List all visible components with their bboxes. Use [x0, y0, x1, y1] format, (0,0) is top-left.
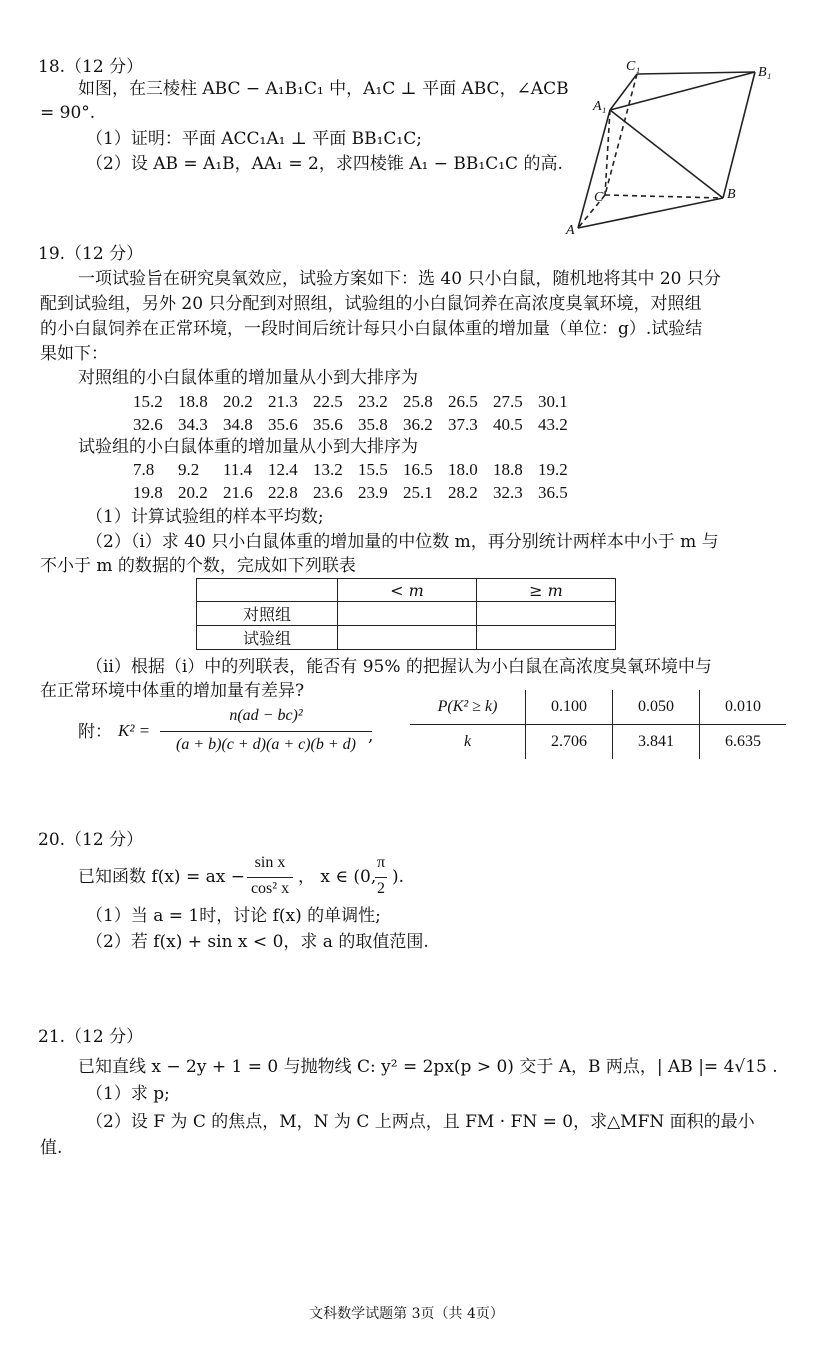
- q20-frac-bar: [247, 877, 293, 878]
- k-val-label: k: [410, 725, 526, 760]
- q20-line1-c: ).: [392, 867, 405, 887]
- cell-test-lt: [338, 626, 477, 650]
- k-head-0050: 0.050: [613, 690, 700, 725]
- q20-frac-num: sin x: [254, 854, 286, 871]
- formula-comma: ,: [368, 726, 374, 746]
- control-row-1: 15.2 18.8 20.2 21.3 22.5 23.2 25.8 26.5 27.5 30.1: [133, 392, 568, 411]
- label-c1: C₁: [626, 59, 641, 74]
- control-caption: 对照组的小白鼠体重的增加量从小到大排序为: [78, 368, 418, 388]
- k-val-3841: 3.841: [613, 725, 700, 760]
- contingency-table: [196, 578, 616, 650]
- cell-control-ge: [477, 602, 616, 626]
- label-a1: A₁: [593, 99, 607, 114]
- q21-heading: 21.（12 分）: [38, 1027, 144, 1047]
- q20-line1-a: 已知函数 f(x) = ax −: [78, 867, 245, 887]
- q20-part1: （1）当 a = 1时，讨论 f(x) 的单调性;: [86, 906, 381, 926]
- formula-lhs: K² =: [118, 721, 151, 740]
- q20-pi-bar: [375, 877, 387, 878]
- appendix-label: 附：: [78, 722, 112, 742]
- q18-part1: （1）证明：平面 ACC₁A₁ ⊥ 平面 BB₁C₁C;: [86, 129, 422, 149]
- q20-line1-b: ， x ∈ (0,: [298, 867, 377, 887]
- test-row-1: 7.8 9.2 11.4 12.4 13.2 15.5 16.5 18.0 18.8 19.2: [133, 460, 568, 479]
- edge-c-b-hidden: [605, 195, 723, 198]
- test-caption: 试验组的小白鼠体重的增加量从小到大排序为: [78, 437, 418, 457]
- q19-intro-line2: 配到试验组，另外 20 只分配到对照组，试验组的小白鼠饲养在高浓度臭氧环境，对照组: [40, 294, 702, 314]
- edge-a1-b: [610, 110, 723, 198]
- label-a: A: [566, 223, 575, 238]
- q20-heading: 20.（12 分）: [38, 830, 144, 850]
- q19-part2-line2: 不小于 m 的数据的个数，完成如下列联表: [40, 556, 356, 576]
- edge-a1-a: [578, 110, 610, 228]
- q20-pi-den: 2: [377, 880, 385, 897]
- q19-part2ii-line2: 在正常环境中体重的增加量有差异?: [40, 681, 305, 701]
- q21-part2: （2）设 F 为 C 的焦点，M，N 为 C 上两点，且 FM · FN = 0，求△MFN 面积的最小: [86, 1112, 755, 1132]
- q18-text-line1: 如图，在三棱柱 ABC − A₁B₁C₁ 中，A₁C ⊥ 平面 ABC，∠ACB: [78, 79, 569, 99]
- page-footer: 文科数学试题第 3页（共 4页）: [309, 1306, 504, 1322]
- q21-part1: （1）求 p;: [86, 1084, 170, 1104]
- k-head-0100: 0.100: [526, 690, 613, 725]
- q21-part2-line2: 值.: [40, 1138, 63, 1158]
- q18-part2: （2）设 AB = A₁B，AA₁ = 2，求四棱锥 A₁ − BB₁C₁C 的高.: [86, 154, 563, 174]
- q19-heading: 19.（12 分）: [38, 244, 144, 264]
- control-row-2: 32.6 34.3 34.8 35.6 35.6 35.8 36.2 37.3 40.5 43.2: [133, 415, 568, 434]
- q20-frac-den: cos² x: [250, 880, 290, 897]
- label-c: C: [594, 190, 604, 205]
- cell-control-lt: [338, 602, 477, 626]
- k-val-2706: 2.706: [526, 725, 613, 760]
- formula-numerator: n(ad − bc)²: [229, 707, 303, 724]
- edge-b1-b: [723, 72, 755, 198]
- header-less-than-m: < m: [338, 579, 477, 602]
- prism-figure: [560, 50, 790, 240]
- edge-c1-b1: [637, 72, 755, 74]
- formula-fraction-bar: [160, 731, 372, 732]
- k-critical-table: [410, 690, 786, 759]
- k-val-6635: 6.635: [725, 733, 761, 750]
- q20-pi-num: π: [376, 854, 386, 871]
- formula-denominator: (a + b)(c + d)(a + c)(b + d): [175, 736, 356, 753]
- q18-text-line2: = 90°.: [40, 103, 96, 123]
- table-corner: [197, 579, 338, 602]
- row-label-control: 对照组: [197, 602, 338, 626]
- q19-intro-line4: 果如下：: [40, 344, 108, 364]
- q19-intro-line3: 的小白鼠饲养在正常环境，一段时间后统计每只小白鼠体重的增加量（单位：g）.试验结: [40, 319, 703, 339]
- row-label-test: 试验组: [197, 626, 338, 650]
- k-head-label: P(K² ≥ k): [410, 690, 526, 725]
- edge-a1-b1: [610, 72, 755, 110]
- cell-test-ge: [477, 626, 616, 650]
- label-b1: B₁: [758, 65, 772, 80]
- header-not-less-than-m: ≥ m: [477, 579, 616, 602]
- q19-intro-line1: 一项试验旨在研究臭氧效应，试验方案如下：选 40 只小白鼠，随机地将其中 20 只分: [78, 269, 721, 289]
- q18-heading: 18.（12 分）: [38, 57, 144, 77]
- q19-part2-line1: （2）（ⅰ）求 40 只小白鼠体重的增加量的中位数 m，再分别统计两样本中小于 m 与: [86, 532, 719, 552]
- edge-c1-c-hidden: [605, 74, 637, 195]
- q19-part2ii-line1: （ⅱ）根据（i）中的列联表，能否有 95% 的把握认为小白鼠在高浓度臭氧环境中与: [86, 657, 712, 677]
- test-row-2: 19.8 20.2 21.6 22.8 23.6 23.9 25.1 28.2 32.3 36.5: [133, 483, 568, 502]
- q20-part2: （2）若 f(x) + sin x < 0，求 a 的取值范围.: [86, 932, 429, 952]
- q21-line1: 已知直线 x − 2y + 1 = 0 与抛物线 C: y² = 2px(p > 0) 交于 A，B 两点，| AB |= 4√15 .: [78, 1057, 778, 1077]
- q19-part1: （1）计算试验组的样本平均数;: [86, 507, 324, 527]
- k-head-0010: 0.010: [700, 690, 787, 725]
- label-b: B: [727, 187, 736, 202]
